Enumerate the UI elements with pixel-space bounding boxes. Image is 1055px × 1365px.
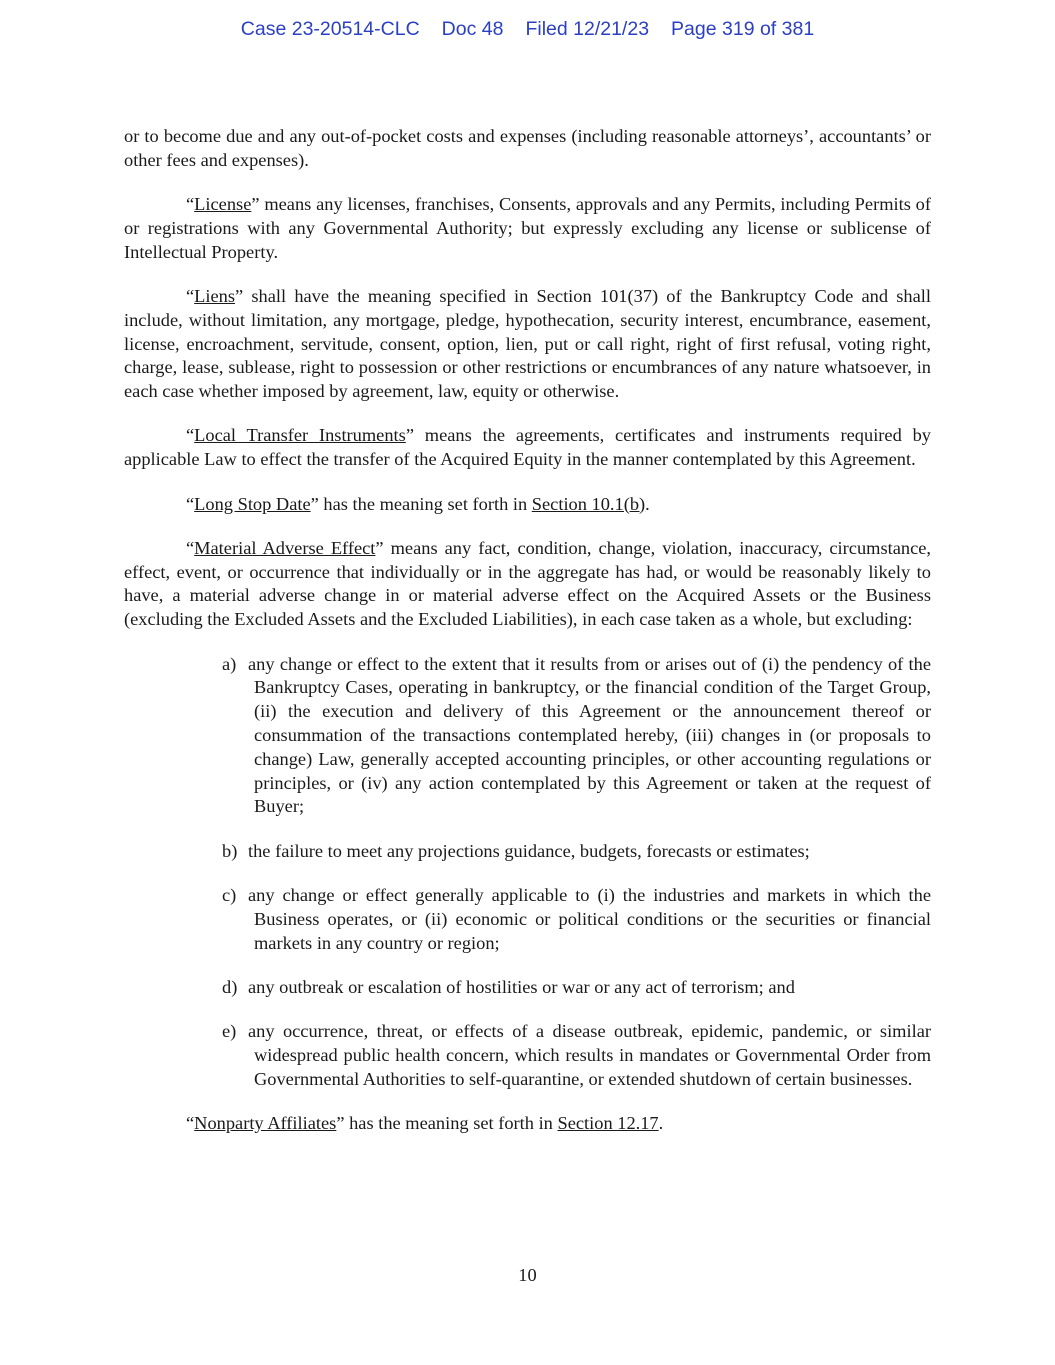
list-item-text: any change or effect to the extent that it results from or arises out of (i) the pendency of the Bankruptcy Cases, operating in bankruptcy, or the financial condition of the Target Group, (ii) the execution and delivery of this Agreement or the announcement thereof or consummation of the transactions contemplated hereby, (iii) changes in (or proposals to change) Law, generally accepted accounting principles, or other accounting regulations or principles, or (iv) any action contemplated by this Agreement or taken at the request of Buyer; [248, 653, 931, 817]
period: . [658, 1113, 664, 1133]
continuation-paragraph: or to become due and any out-of-pocket costs and expenses (including reasonable attorneys’, accountants’ or other fees and expenses). [124, 126, 931, 170]
list-item-text: any outbreak or escalation of hostilities or war or any act of terrorism; and [248, 976, 795, 997]
list-marker: c) [222, 884, 237, 905]
list-marker: b) [222, 840, 238, 861]
definition-nonparty-affiliates [124, 1112, 931, 1136]
list-marker: e) [222, 1021, 237, 1042]
filed-date: Filed 12/21/23 [525, 18, 650, 40]
defined-term-material-adverse-effect: Material Adverse Effect [194, 537, 376, 558]
section-reference: Section 10.1(b) [531, 493, 646, 514]
definition-text: ” shall have the meaning specified in Section 101(37) of the Bankruptcy Code and shall include, without limitation, any mortgage, pledge, hypothecation, security interest, encumbrance, easement, license, encroachment, servitude, consent, option, lien, put or call right, right of first refusal, voting right, charge, lease, sublease, right to possession or other restrictions or encumbrances of any nature whatsoever, in each case whether imposed by agreement, law, equity or otherwise. [124, 285, 931, 402]
list-marker: d) [222, 976, 238, 997]
definition-text: ” has the meaning set forth in [310, 493, 532, 514]
list-item [222, 976, 931, 1000]
period: . [645, 493, 650, 514]
list-item-text: any change or effect generally applicable to (i) the industries and markets in which the Business operates, or (ii) economic or political conditions or the securities or financial markets in any country or region; [248, 884, 931, 953]
list-item [222, 1020, 931, 1091]
definition-text: ” means any fact, condition, change, violation, inaccuracy, circumstance, effect, event, or occurrence that individually or in the aggregate has had, or would be reasonably likely to have, a material adverse change in or material adverse effect on the Acquired Assets or the Business (excluding the Excluded Assets and the Excluded Liabilities), in each case taken as a whole, but excluding: [124, 537, 931, 630]
page-count: Page 319 of 381 [671, 18, 815, 40]
definition-text: ” means the agreements, certificates and instruments required by applicable Law to effect the transfer of the Acquired Equity in the manner contemplated by this Agreement. [124, 425, 931, 470]
exclusions-list [222, 653, 931, 1092]
definition-long-stop-date [124, 493, 931, 517]
defined-term-nonparty-affiliates: Nonparty Affiliates [194, 1113, 337, 1133]
list-item [222, 653, 931, 820]
defined-term-long-stop-date: Long Stop Date [194, 493, 311, 514]
open-quote: “ [186, 493, 195, 514]
court-filing-header [0, 18, 1055, 41]
doc-number: Doc 48 [441, 18, 504, 40]
list-item-text: the failure to meet any projections guidance, budgets, forecasts or estimates; [248, 840, 810, 861]
section-reference: Section 12.17 [557, 1113, 659, 1133]
definition-text: ” means any licenses, franchises, Consents, approvals and any Permits, including Permits of or registrations with any Governmental Authority; but expressly excluding any license or sublicense of Intellectual Property. [124, 194, 931, 262]
open-quote: “ [186, 425, 195, 446]
definition-license [124, 193, 931, 264]
open-quote: “ [186, 1113, 195, 1133]
list-item-text: any occurrence, threat, or effects of a disease outbreak, epidemic, pandemic, or similar widespread public health concern, which results in mandates or Governmental Order from Governmental Authorities to self-quarantine, or extended shutdown of certain businesses. [248, 1021, 931, 1089]
list-item [222, 884, 931, 955]
page-number: 10 [518, 1265, 537, 1285]
definition-material-adverse-effect [124, 537, 931, 632]
definition-local-transfer-instruments [124, 424, 931, 472]
definition-liens [124, 285, 931, 404]
open-quote: “ [186, 537, 195, 558]
definition-text: ” has the meaning set forth in [336, 1113, 558, 1133]
defined-term-local-transfer-instruments: Local Transfer Instruments [194, 425, 406, 446]
defined-term-liens: Liens [194, 285, 236, 306]
list-item [222, 840, 931, 864]
document-body [124, 125, 931, 1156]
open-quote: “ [186, 285, 195, 306]
list-marker: a) [222, 653, 237, 674]
open-quote: “ [186, 194, 195, 215]
case-number: Case 23-20514-CLC [240, 18, 420, 40]
defined-term-license: License [194, 194, 252, 215]
